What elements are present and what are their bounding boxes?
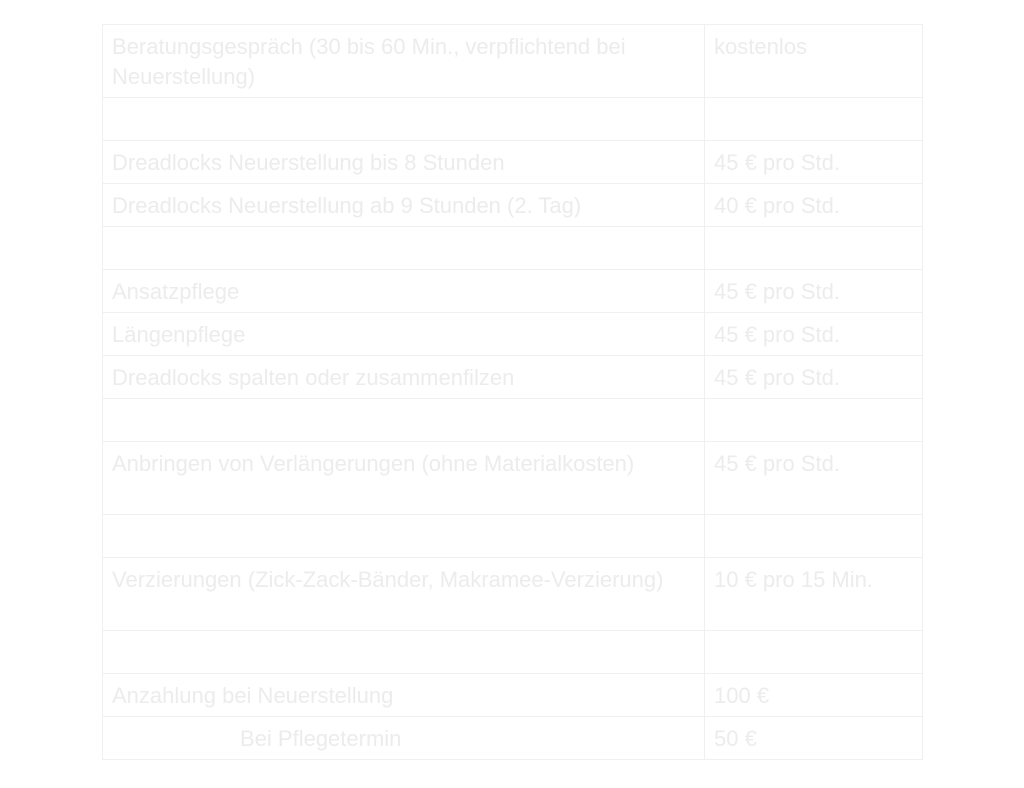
service-cell: Dreadlocks Neuerstellung ab 9 Stunden (2. Tag) xyxy=(103,184,705,227)
service-cell: Verzierungen (Zick-Zack-Bänder, Makramee-Verzierung) xyxy=(103,558,705,631)
table-row-empty xyxy=(103,227,923,270)
service-cell xyxy=(103,515,705,558)
price-cell: 10 € pro 15 Min. xyxy=(705,558,923,631)
service-cell: Ansatzpflege xyxy=(103,270,705,313)
price-table xyxy=(102,24,923,760)
service-cell: Dreadlocks Neuerstellung bis 8 Stunden xyxy=(103,141,705,184)
table-row xyxy=(103,313,923,356)
price-cell: 45 € pro Std. xyxy=(705,141,923,184)
price-cell: 45 € pro Std. xyxy=(705,356,923,399)
service-cell: Bei Pflegetermin xyxy=(103,717,705,760)
service-cell: Beratungsgespräch (30 bis 60 Min., verpflichtend bei Neuerstellung) xyxy=(103,25,705,98)
price-cell: 100 € xyxy=(705,674,923,717)
price-cell xyxy=(705,98,923,141)
service-cell: Dreadlocks spalten oder zusammenfilzen xyxy=(103,356,705,399)
service-cell: Anzahlung bei Neuerstellung xyxy=(103,674,705,717)
price-cell xyxy=(705,399,923,442)
price-cell: 50 € xyxy=(705,717,923,760)
table-row-empty xyxy=(103,399,923,442)
price-cell: 40 € pro Std. xyxy=(705,184,923,227)
service-cell: Anbringen von Verlängerungen (ohne Materialkosten) xyxy=(103,442,705,515)
table-row-empty xyxy=(103,631,923,674)
table-row-empty xyxy=(103,98,923,141)
table-row xyxy=(103,141,923,184)
price-cell xyxy=(705,227,923,270)
table-row xyxy=(103,674,923,717)
price-cell: 45 € pro Std. xyxy=(705,313,923,356)
table-row xyxy=(103,356,923,399)
service-cell xyxy=(103,227,705,270)
service-cell xyxy=(103,631,705,674)
table-row-empty xyxy=(103,515,923,558)
table-row xyxy=(103,558,923,631)
service-cell xyxy=(103,98,705,141)
price-cell: 45 € pro Std. xyxy=(705,270,923,313)
table-row xyxy=(103,270,923,313)
table-row xyxy=(103,442,923,515)
price-cell: kostenlos xyxy=(705,25,923,98)
price-cell: 45 € pro Std. xyxy=(705,442,923,515)
table-row xyxy=(103,717,923,760)
service-cell xyxy=(103,399,705,442)
price-cell xyxy=(705,515,923,558)
service-cell: Längenpflege xyxy=(103,313,705,356)
table-row xyxy=(103,184,923,227)
price-cell xyxy=(705,631,923,674)
table-row xyxy=(103,25,923,98)
